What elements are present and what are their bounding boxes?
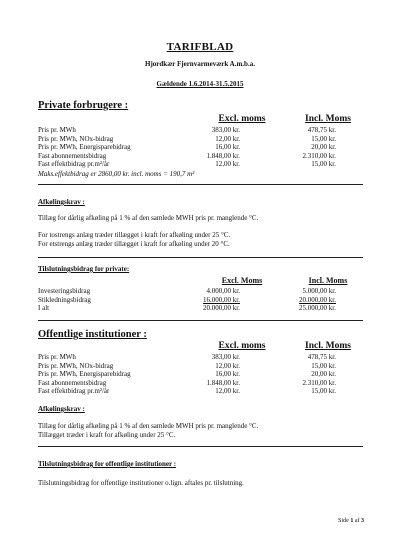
page-number: Side 1 af 3 — [338, 518, 364, 524]
table-row: Investeringsbidrag 4.000,00 kr. 5.000,00 kr. — [38, 287, 336, 295]
table-row: Fast abonnementsbidrag 1.848,00 kr. 2.310,00 kr. — [38, 378, 336, 387]
cooling-text: For etstrengs anlæg træder tillægget i kraft for afkøling under 20 °C. — [38, 240, 230, 248]
col-incl-moms: Incl. Moms — [305, 341, 351, 351]
cooling-requirements-heading: Afkølingskrav : — [38, 405, 85, 413]
col-excl-moms: Excl. moms — [218, 341, 266, 351]
section-divider — [38, 320, 363, 321]
connection-public-text: Tilslutningsbidrag for offentlige institutioner o.lign. aftales pr. tilslutning. — [38, 479, 244, 487]
section-divider — [38, 446, 363, 447]
connection-private-heading: Tilslutningsbidrag for private: — [38, 265, 130, 273]
public-price-table — [38, 353, 358, 396]
table-row: Pris pr. MWh 383,00 kr. 478,75 kr. — [38, 353, 336, 361]
section-public-heading: Offentlige institutioner : — [38, 329, 147, 340]
table-row: Pris pr. MWh, NOx-bidrag 12,00 kr. 15,00 kr. — [38, 361, 336, 370]
table-row: Stikledningsbidrag 16.000,00 kr. 20.000,00 kr. — [38, 295, 336, 304]
table-row: Pris pr. MWh, NOx-bidrag 12,00 kr. 15,00 kr. — [38, 134, 336, 143]
section-private-heading: Private forbrugere : — [38, 100, 129, 111]
table-row: Pris pr. MWh, Energisparebidrag 16,00 kr. 20,00 kr. — [38, 370, 336, 379]
section-divider — [38, 257, 363, 258]
cooling-requirements-heading: Afkølingskrav : — [38, 198, 85, 206]
col-excl-moms: Excl. moms — [218, 114, 266, 124]
company-name: Hjordkær Fjernvarmeværk A.m.b.a. — [145, 60, 255, 68]
col-incl-moms: Incl. Moms — [305, 114, 351, 124]
col-incl-moms: Incl. Moms — [308, 276, 348, 285]
validity-period: Gældende 1.6.2014-31.5.2015 — [156, 80, 244, 88]
connection-private-table — [38, 287, 358, 313]
cooling-text: Tillæg for dårlig afkøling på 1 % af den samlede MWH pris pr. manglende °C. — [38, 214, 259, 222]
max-effect-note: Maks.effektbidrag er 2860,00 kr. incl. moms = 190,7 m² — [38, 170, 195, 178]
table-row: Fast abonnementsbidrag 1.848,00 kr. 2.310,00 kr. — [38, 151, 336, 160]
connection-public-heading: Tilslutningsbidrag for offentlige institutioner : — [38, 460, 177, 468]
private-price-table — [38, 126, 358, 169]
table-row: Fast effektbidrag pr.m²/år 12,00 kr. 15,00 kr. — [38, 160, 336, 169]
table-row: Fast effektbidrag pr.m²/år 12,00 kr. 15,00 kr. — [38, 387, 336, 396]
table-row: I alt 20.000,00 kr. 25.000,00 kr. — [38, 304, 336, 313]
document-title: TARIFBLAD — [166, 41, 234, 53]
cooling-text: For tostrengs anlæg træder tillægget i kraft for afkøling under 25 °C. — [38, 231, 231, 239]
col-excl-moms: Excl. Moms — [221, 276, 263, 285]
cooling-text: Tillæg for dårlig afkøling på 1 % af den samlede MWH pris pr. manglende °C. — [38, 422, 259, 430]
cooling-text: Tillægget træder i kraft for afkøling under 25 °C. — [38, 431, 176, 439]
section-divider — [38, 184, 363, 185]
table-row: Pris pr. MWh 383,00 kr. 478,75 kr. — [38, 126, 336, 134]
table-row: Pris pr. MWh, Energisparebidrag 16,00 kr. 20,00 kr. — [38, 143, 336, 152]
